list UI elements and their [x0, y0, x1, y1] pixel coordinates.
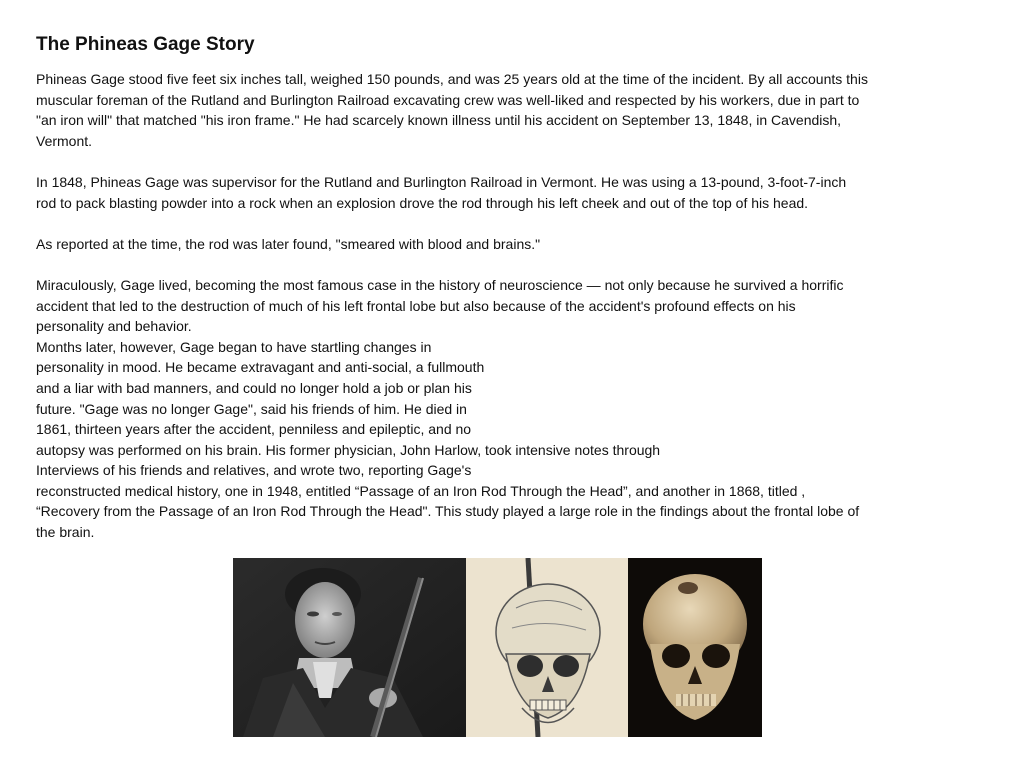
text-line: Phineas Gage stood five feet six inches tall, weighed 150 pounds, and was 25 years old at the time of the incident. By all accounts this [36, 71, 868, 87]
text-line: future. "Gage was no longer Gage", said his friends of him. He died in [36, 400, 467, 417]
text-line: Vermont. [36, 132, 93, 149]
text-line: As reported at the time, the rod was later found, "smeared with blood and brains." [36, 235, 541, 252]
text-line: muscular foreman of the Rutland and Burlington Railroad excavating crew was well-liked and respected by his workers, due in part to [36, 91, 860, 108]
text-line: the brain. [36, 524, 95, 541]
text-line: Interviews of his friends and relatives, and wrote two, reporting Gage's [36, 462, 472, 479]
skull-drawing-with-rod-icon [466, 558, 628, 737]
image-strip [233, 558, 762, 737]
daguerreotype-portrait-icon [233, 558, 466, 737]
text-line: personality and behavior. [36, 318, 192, 335]
text-line: and a liar with bad manners, and could no longer hold a job or plan his [36, 379, 472, 396]
text-line: personality in mood. He became extravagant and anti-social, a fullmouth [36, 359, 485, 376]
text-line: “Recovery from the Passage of an Iron Rod Through the Head". This study played a large role in the findings about the frontal lobe of [36, 503, 860, 520]
text-line: "an iron will" that matched "his iron frame." He had scarcely known illness until his accident on September 13, 1848, in Cavendish, [36, 112, 842, 129]
text-line: autopsy was performed on his brain. His former physician, John Harlow, took intensive notes through [36, 441, 661, 458]
text-line: Miraculously, Gage lived, becoming the most famous case in the history of neuroscience — not only because he survived a horrific [36, 276, 844, 293]
text-line: 1861, thirteen years after the accident, penniless and epileptic, and no [36, 421, 472, 438]
paragraph-physical-description [36, 69, 996, 151]
paragraph-accident [36, 172, 996, 213]
text-line: Months later, however, Gage began to have startling changes in [36, 338, 432, 355]
text-line: rod to pack blasting powder into a rock when an explosion drove the rod through his left cheek and out of the top of his head. [36, 194, 809, 211]
skull-photo-icon [628, 558, 762, 737]
text-line: reconstructed medical history, one in 1948, entitled “Passage of an Iron Rod Through the Head”, and another in 1868, titled , [36, 482, 806, 499]
paragraph-rod-found [36, 234, 996, 255]
slide-content [36, 33, 996, 543]
text-line: accident that led to the destruction of much of his left frontal lobe but also because of the accident's profound effects on his [36, 297, 796, 314]
paragraph-aftermath [36, 275, 996, 543]
text-line: In 1848, Phineas Gage was supervisor for the Rutland and Burlington Railroad in Vermont. He was using a 13-pound, 3-foot-7-inch [36, 173, 847, 190]
page-title: The Phineas Gage Story [36, 34, 255, 55]
